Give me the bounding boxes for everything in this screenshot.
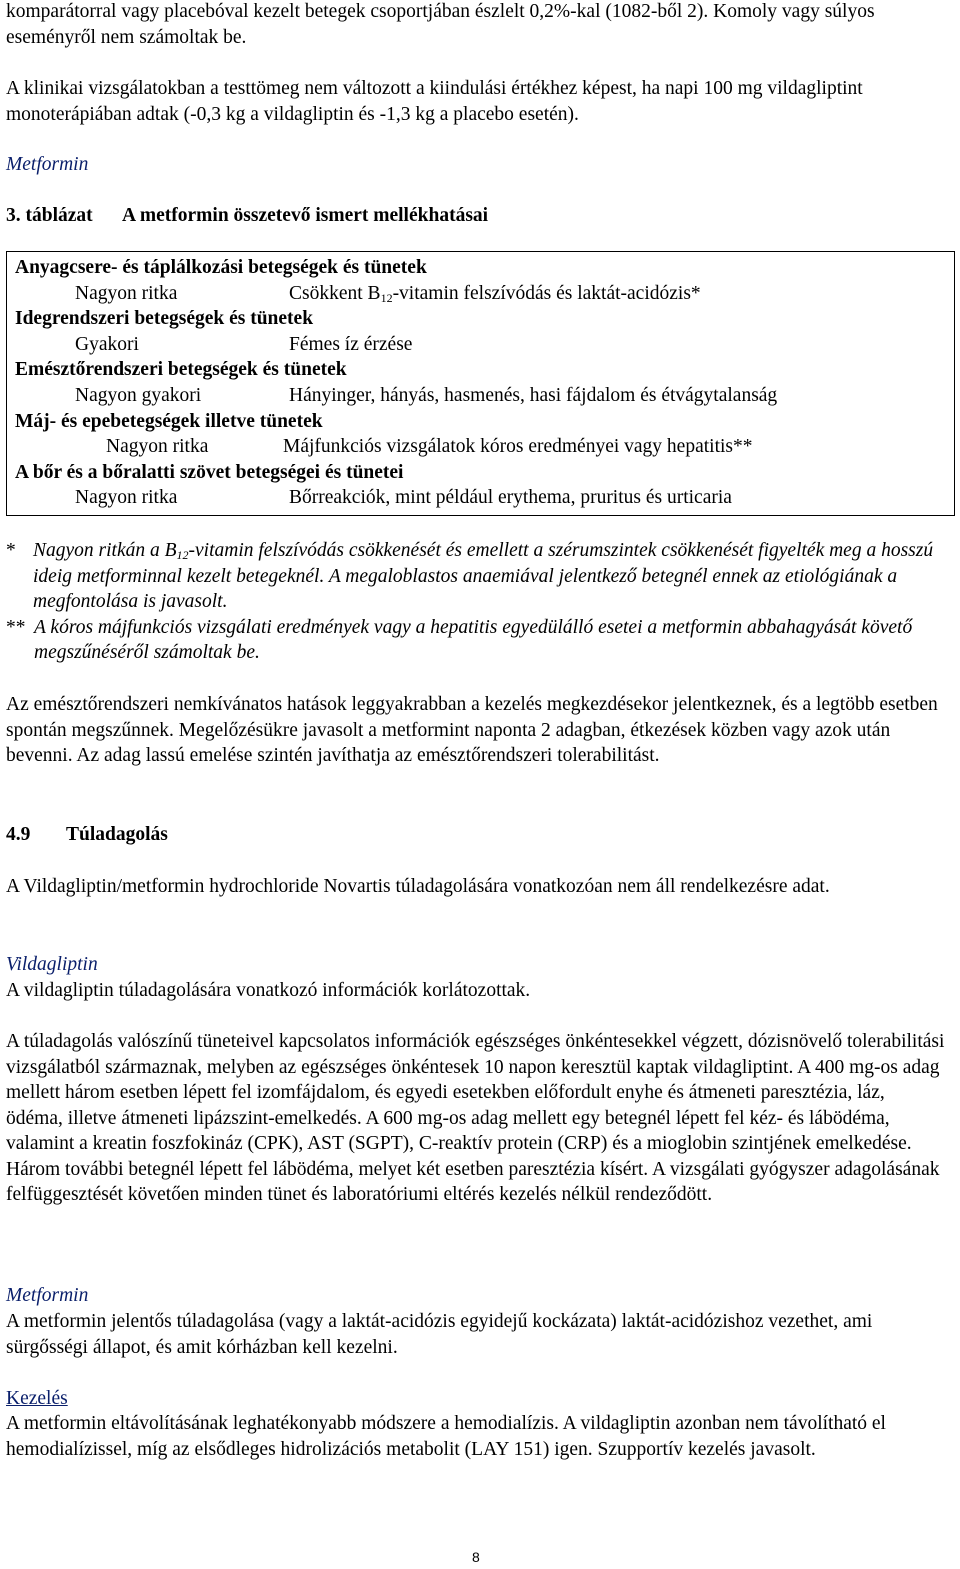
paragraph-vildagliptin-limited: A vildagliptin túladagolására vonatkozó információk korlátozottak. xyxy=(6,980,531,1001)
adverse-effects-table xyxy=(6,251,955,516)
subheading-metformin-overdose: Metformin xyxy=(6,1285,89,1306)
table-caption xyxy=(6,203,488,229)
page-number: 8 xyxy=(472,1549,480,1565)
paragraph-weight: A klinikai vizsgálatokban a testtömeg nem változott a kiindulási értékhez képest, ha napi 100 mg vildagliptint monoterápiában adtak (-0,3 kg a vildagliptin és -1,3 kg a placebo esetén). xyxy=(6,78,863,125)
table-cell-frequency: Nagyon gyakori xyxy=(75,384,202,406)
table-group-title: Emésztőrendszeri betegségek és tünetek xyxy=(15,359,347,381)
table-cell-effect: Hányinger, hányás, hasmenés, hasi fájdalom és étvágytalanság xyxy=(289,384,778,406)
table-caption-title: A metformin összetevő ismert mellékhatásai xyxy=(122,205,489,226)
section-heading xyxy=(6,822,168,848)
table-cell-frequency: Gyakori xyxy=(75,333,139,355)
table-row xyxy=(7,434,954,460)
subheading-metformin: Metformin xyxy=(6,154,89,175)
table-row xyxy=(7,332,954,358)
table-row xyxy=(7,485,954,511)
table-group-title: Idegrendszeri betegségek és tünetek xyxy=(15,308,314,330)
table-cell-frequency: Nagyon ritka xyxy=(75,487,178,509)
table-caption-number: 3. táblázat xyxy=(6,205,93,226)
paragraph-vildagliptin-detail: A túladagolás valószínű tüneteivel kapcsolatos információk egészséges önkéntesekkel végzett, dózisnövelő tolerabilitási vizsgálatból származnak, melyben az egészséges önkéntesek 10 napon keresztül kaptak vildagliptint. A 400 mg-os adag mellett három esetben lépett fel izomfájdalom, és egyedi esetekben előfordult enyhe és átmeneti paresztézia, láz, ödéma, illetve átmeneti lipázszint-emelkedés. A 600 mg-os adag mellett egy betegnél lépett fel kéz- és lábödéma, valamint a kreatin foszfokináz (CPK), AST (SGPT), C-reaktív protein (CRP) és a mioglobin szintjének emelkedése. Három további betegnél lépett fel lábödéma, melyet két esetben paresztézia kísért. A vizsgálati gyógyszer adagolásának felfüggesztését követően minden tünet és laboratóriumi eltérés kezelés nélkül rendeződött. xyxy=(6,1031,945,1205)
table-cell-effect: Májfunkciós vizsgálatok kóros eredményei vagy hepatitis** xyxy=(283,436,753,458)
footnote-text: Nagyon ritkán a $B_{12}$-vitamin felszívódás csökkenését és emellett a szérumszintek csökkenését figyelték meg a hosszú ideig metforminnal kezelt betegeknél. A megaloblastos anaemiával jelentkező betegnél ennek az etiológiának a megfontolása is javasolt. xyxy=(33,540,934,612)
table-row xyxy=(7,383,954,409)
table-footnotes xyxy=(6,538,946,666)
paragraph-intro: komparátorral vagy placebóval kezelt betegek csoportjában észlelt 0,2%-kal (1082-ből 2). Komoly vagy súlyos eseményről nem számoltak be. xyxy=(6,1,875,48)
footnote-text: A kóros májfunkciós vizsgálati eredmények vagy a hepatitis egyedülálló esetei a metformin abbahagyását követő megszűnéséről számoltak be. xyxy=(34,616,913,663)
table-cell-effect: Bőrreakciók, mint például erythema, pruritus és urticaria xyxy=(289,487,732,509)
table-cell-frequency: Nagyon ritka xyxy=(75,282,178,304)
footnote xyxy=(6,538,946,615)
subheading-vildagliptin: Vildagliptin xyxy=(6,954,98,975)
footnote-mark: * xyxy=(6,540,16,561)
table-group-title: A bőr és a bőralatti szövet betegségei és tünetei xyxy=(15,461,404,483)
subheading-treatment: Kezelés xyxy=(6,1388,68,1409)
table-group-title: Anyagcsere- és táplálkozási betegségek és tünetek xyxy=(15,257,427,278)
paragraph-metformin-overdose: A metformin jelentős túladagolása (vagy a laktát-acidózis egyidejű kockázata) laktát-acidózishoz vezethet, ami sürgősségi állapot, és amit kórházban kell kezelni. xyxy=(6,1311,873,1358)
section-number: 4.9 xyxy=(6,824,31,845)
table-cell-effect: Fémes íz érzése xyxy=(289,333,413,355)
footnote xyxy=(6,615,946,666)
paragraph-overdose: A Vildagliptin/metformin hydrochloride Novartis túladagolására vonatkozóan nem áll rendelkezésre adat. xyxy=(6,876,830,897)
table-group-title: Máj- és epebetegségek illetve tünetek xyxy=(15,410,323,432)
footnote-mark: ** xyxy=(6,616,26,638)
table-row xyxy=(7,281,954,307)
paragraph-treatment: A metformin eltávolításának leghatékonyabb módszere a hemodialízis. A vildagliptin azonban nem távolítható el hemodialízissel, míg az elsődleges hidrolizációs metabolit (LAY 151) igen. Szupportív kezelés javasolt. xyxy=(6,1413,886,1460)
table-cell-frequency: Nagyon ritka xyxy=(106,436,209,458)
section-title: Túladagolás xyxy=(66,824,168,845)
table-cell-effect: Csökkent $B_{12}$-vitamin felszívódás és laktát-acidózis* xyxy=(289,282,701,305)
paragraph-gi-effects: Az emésztőrendszeri nemkívánatos hatások leggyakrabban a kezelés megkezdésekor jelentkeznek, és a legtöbb esetben spontán megszűnnek. Megelőzésükre javasolt a metformint naponta 2 adagban, étkezések közben vagy azok után bevenni. Az adag lassú emelése szintén javíthatja az emésztőrendszeri tolerabilitást. xyxy=(6,694,938,766)
